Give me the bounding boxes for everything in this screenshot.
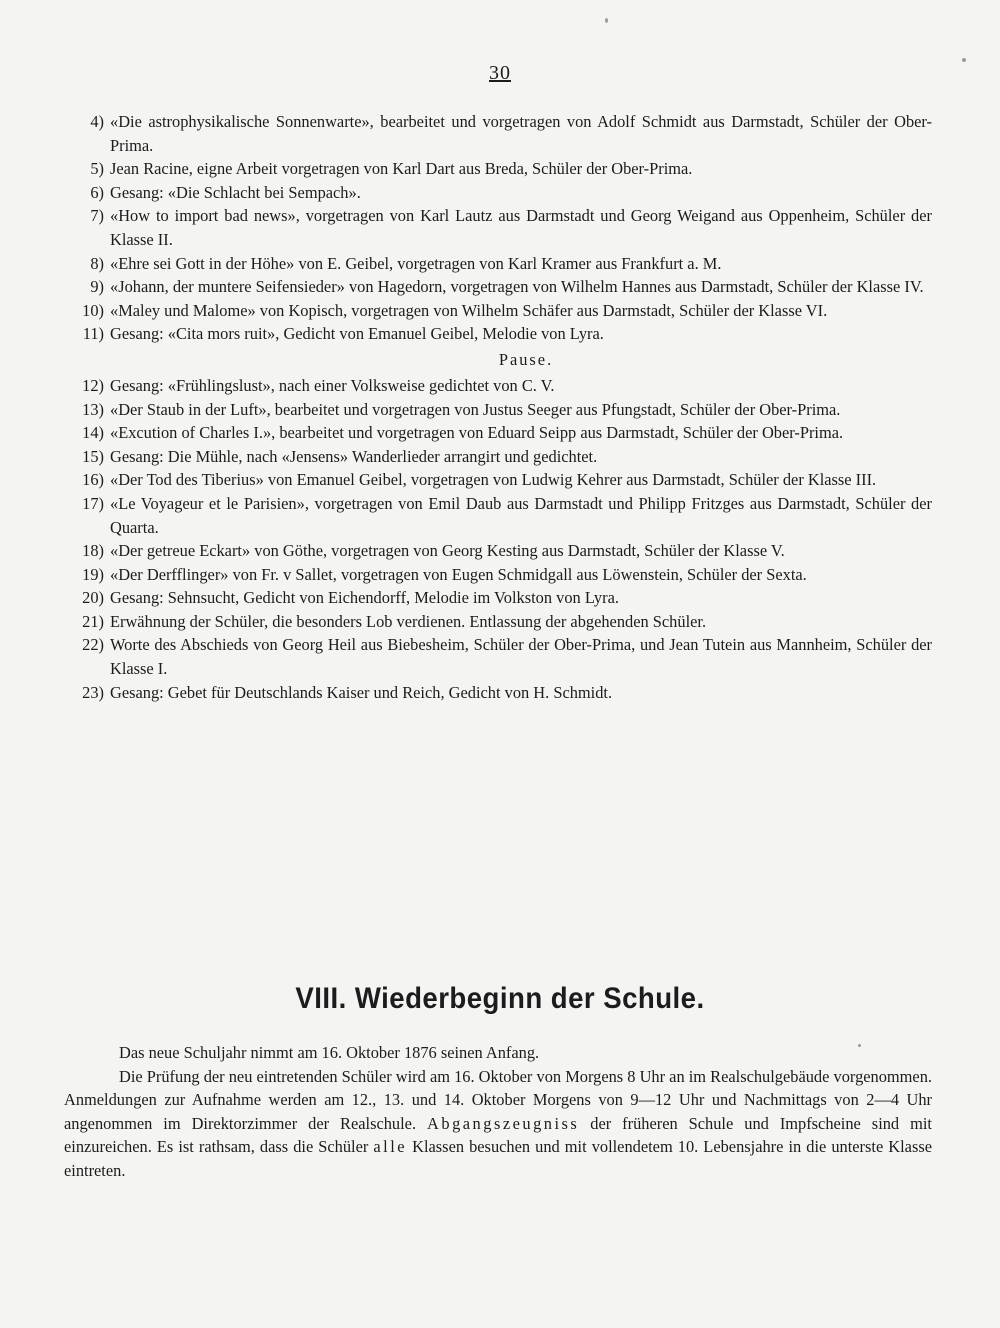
- program-item: [80, 299, 932, 323]
- page-number: 30: [489, 62, 511, 84]
- program-item: [80, 468, 932, 492]
- program-item-text: «Der Derfflinger» von Fr. v Sallet, vorgetragen von Eugen Schmidgall aus Löwenstein, Schüler der Sexta.: [110, 564, 807, 584]
- program-item: [80, 633, 932, 680]
- section-heading: VIII. Wiederbeginn der Schule.: [295, 982, 705, 1015]
- admission-text-b: der früheren Schule und Impfscheine sind mit einzureichen. Es ist rathsam, dass die Schüler: [64, 1113, 932, 1157]
- program-list: [80, 110, 932, 704]
- program-item-number: 17): [82, 493, 104, 513]
- program-item-number: 15): [82, 446, 104, 466]
- program-item-text: «Der Staub in der Luft», bearbeitet und vorgetragen von Justus Seeger aus Pfungstadt, Schüler der Ober-Prima.: [110, 399, 841, 419]
- program-item-number: 19): [82, 564, 104, 584]
- program-item-number: 12): [82, 375, 104, 395]
- speck: [962, 58, 966, 62]
- program-item-text: «Maley und Malome» von Kopisch, vorgetragen von Wilhelm Schäfer aus Darmstadt, Schüler der Klasse VI.: [110, 300, 828, 320]
- admission-text-a: Die Prüfung der neu eintretenden Schüler wird am 16. Oktober von Morgens 8 Uhr an im Realschulgebäude vorgenommen. Anmeldungen zur Aufnahme werden am 12., 13. und 14. Oktober Morgens von 9—12 Uhr und Nachmittags von 2—4 Uhr angenommen im Direktorzimmer der Realschule.: [64, 1066, 932, 1133]
- program-item-text: Erwähnung der Schüler, die besonders Lob verdienen. Entlassung der abgehenden Schüler.: [110, 611, 707, 631]
- program-item: [80, 322, 932, 346]
- program-item: [80, 421, 932, 445]
- program-item-number: 4): [90, 112, 104, 131]
- program-item-text: «How to import bad news», vorgetragen von Karl Lautz aus Darmstadt und Georg Weigand aus Oppenheim, Schüler der Klasse II.: [110, 206, 932, 249]
- speck: [605, 18, 608, 23]
- program-item-number: 7): [90, 206, 104, 226]
- pause-label: Pause.: [498, 349, 554, 369]
- program-item: [80, 275, 932, 299]
- program-item-text: «Le Voyageur et le Parisien», vorgetragen von Emil Daub aus Darmstadt und Philipp Fritzges aus Darmstadt, Schüler der Quarta.: [110, 493, 932, 537]
- program-item: [80, 445, 932, 469]
- program-item-text: «Der Tod des Tiberius» von Emanuel Geibel, vorgetragen von Ludwig Kehrer aus Darmstadt, Schüler der Klasse III.: [110, 470, 877, 490]
- program-item-number: 6): [90, 182, 104, 202]
- program-item-number: 14): [82, 423, 104, 443]
- program-item-text: Gesang: Sehnsucht, Gedicht von Eichendorff, Melodie im Volkston von Lyra.: [110, 588, 619, 608]
- program-item-number: 21): [82, 611, 104, 631]
- program-item: [80, 157, 932, 181]
- program-item-text: Jean Racine, eigne Arbeit vorgetragen von Karl Dart aus Breda, Schüler der Ober-Prima.: [110, 159, 693, 179]
- program-item: [80, 681, 932, 705]
- program-item: [80, 586, 932, 610]
- program-item-number: 22): [82, 635, 104, 655]
- program-item-text: «Der getreue Eckart» von Göthe, vorgetragen von Georg Kesting aus Darmstadt, Schüler der Klasse V.: [110, 541, 785, 561]
- program-item: [80, 374, 932, 398]
- program-item-number: 23): [82, 682, 104, 702]
- program-item: [80, 181, 932, 205]
- program-item-text: Worte des Abschieds von Georg Heil aus Biebesheim, Schüler der Ober-Prima, und Jean Tutein aus Mannheim, Schüler der Klasse I.: [110, 635, 932, 679]
- admission-spaced-term: Abgangszeugniss: [427, 1113, 580, 1133]
- program-item: [80, 110, 932, 157]
- program-item: [80, 492, 932, 539]
- paragraph-admission: [64, 1065, 932, 1183]
- program-item-number: 8): [90, 253, 104, 273]
- program-item-number: 5): [90, 159, 104, 179]
- program-item-text: Gesang: Die Mühle, nach «Jensens» Wanderlieder arrangirt und gedichtet.: [110, 446, 598, 466]
- program-item-number: 9): [90, 277, 104, 297]
- program-item: [80, 610, 932, 634]
- program-item-text: «Ehre sei Gott in der Höhe» von E. Geibel, vorgetragen von Karl Kramer aus Frankfurt a. M.: [110, 253, 722, 273]
- program-item-text: Gesang: «Die Schlacht bei Sempach».: [110, 182, 361, 202]
- program-item-number: 11): [82, 324, 104, 344]
- program-item: [80, 563, 932, 587]
- program-item: [80, 539, 932, 563]
- program-item-number: 16): [82, 470, 104, 490]
- program-item-text: «Johann, der muntere Seifensieder» von Hagedorn, vorgetragen von Wilhelm Hannes aus Darmstadt, Schüler der Klasse IV.: [110, 277, 924, 297]
- program-item-text: Gesang: «Frühlingslust», nach einer Volksweise gedichtet von C. V.: [110, 375, 555, 395]
- paragraph-school-year: Das neue Schuljahr nimmt am 16. Oktober 1876 seinen Anfang.: [119, 1043, 540, 1062]
- program-item-text: «Die astrophysikalische Sonnenwarte», bearbeitet und vorgetragen von Adolf Schmidt aus Darmstadt, Schüler der Ober-Prima.: [110, 112, 932, 155]
- program-item-number: 10): [82, 300, 104, 320]
- program-item: [80, 398, 932, 422]
- program-item-number: 20): [82, 588, 104, 608]
- admission-spaced-term-2: alle: [373, 1137, 408, 1157]
- admission-text-c: Klassen besuchen und mit vollendetem 10. Lebensjahre in die unterste Klasse eintreten.: [64, 1137, 932, 1180]
- program-item-number: 13): [82, 399, 104, 419]
- program-item-text: Gesang: «Cita mors ruit», Gedicht von Emanuel Geibel, Melodie von Lyra.: [110, 324, 604, 344]
- section-body: [64, 1041, 932, 1183]
- program-item-number: 18): [82, 541, 104, 561]
- program-item: [80, 252, 932, 276]
- program-item-text: «Excution of Charles I.», bearbeitet und vorgetragen von Eduard Seipp aus Darmstadt, Schüler der Ober-Prima.: [110, 423, 844, 443]
- program-item-text: Gesang: Gebet für Deutschlands Kaiser und Reich, Gedicht von H. Schmidt.: [110, 682, 613, 702]
- program-item: [80, 204, 932, 251]
